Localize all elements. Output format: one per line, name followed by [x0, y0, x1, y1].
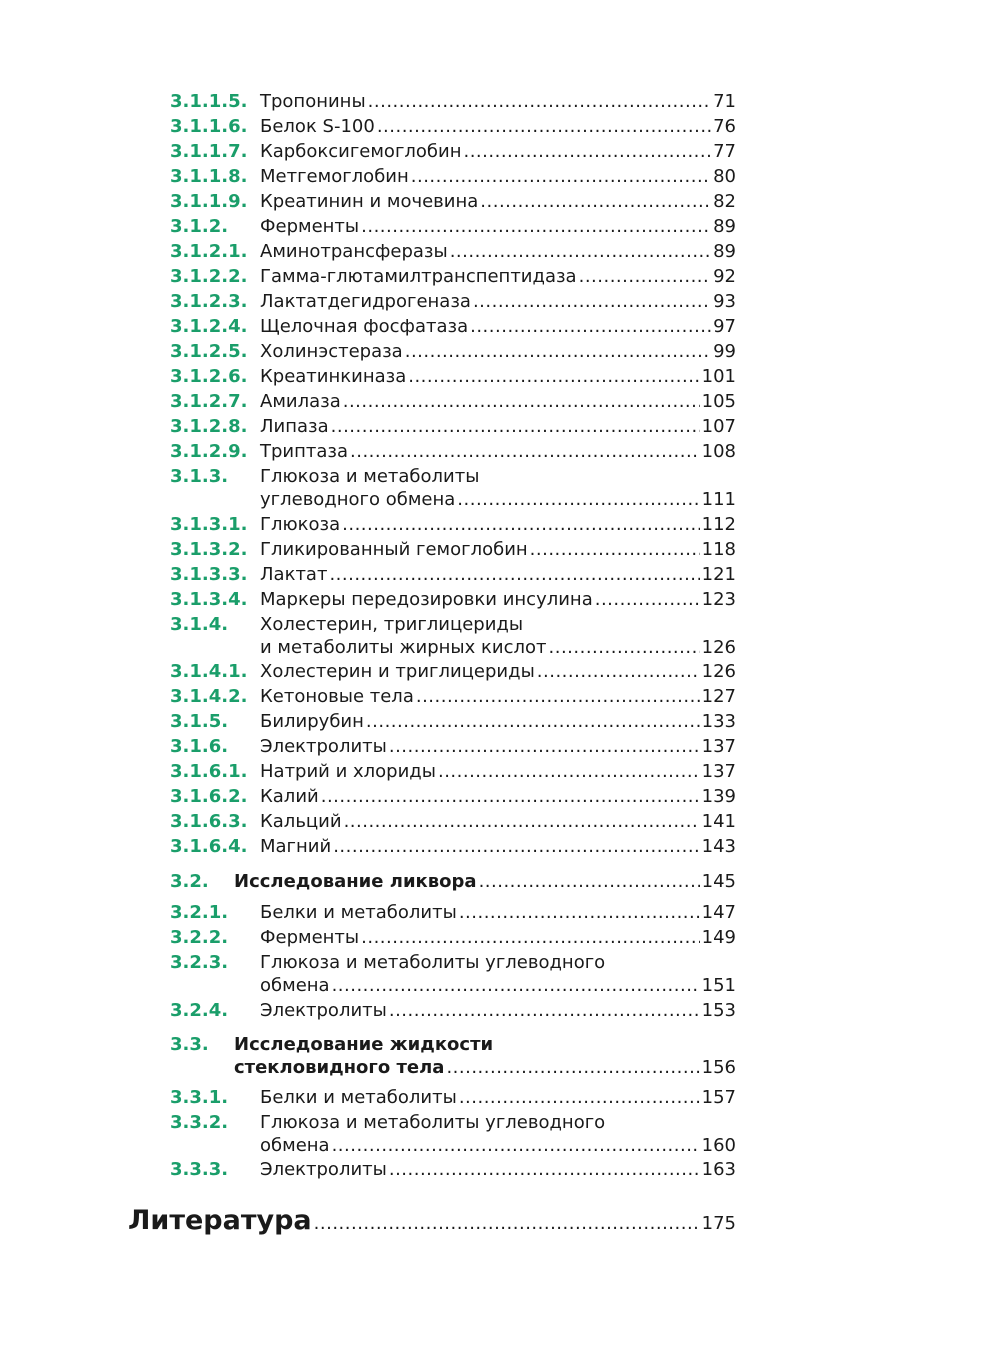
toc-entry-body [260, 340, 736, 363]
toc-entry-page: 76 [713, 116, 736, 137]
toc-entry-title-first-line: Глюкоза и метаболиты [260, 466, 480, 487]
toc-entry-body [260, 1111, 736, 1157]
toc-entry-page: 126 [701, 661, 736, 682]
toc-entry-page: 80 [713, 166, 736, 187]
dot-leader [314, 1213, 700, 1234]
toc-entry-number: 3.2.1. [170, 902, 229, 923]
toc-entry-body [260, 785, 736, 808]
toc-entry-title: Триптаза [260, 441, 349, 462]
toc-entry-title: Исследование ликвора [234, 871, 477, 892]
dot-leader [473, 290, 711, 313]
toc-entry-page: 137 [701, 736, 736, 757]
toc-entry-title: Белки и метаболиты [260, 1087, 457, 1108]
toc-entry-body [260, 465, 736, 511]
toc-entry-title: углеводного обмена [260, 489, 456, 510]
toc-entry-number: 3.1.1.9. [170, 191, 248, 212]
dot-leader [470, 315, 711, 338]
dot-leader [389, 1158, 700, 1181]
toc-entry-title: Аминотрансферазы [260, 241, 448, 262]
toc-entry-page: 149 [701, 927, 736, 948]
dot-leader [450, 240, 711, 263]
toc-entry-body [260, 115, 736, 138]
toc-entry-number: 3.1.4.2. [170, 686, 248, 707]
toc-entry-title: Холинэстераза [260, 341, 403, 362]
dot-leader [459, 901, 700, 924]
toc-entry-title: Электролиты [260, 1159, 387, 1180]
toc-entry-title: обмена [260, 1135, 330, 1156]
toc-entry-number: 3.1.4. [170, 614, 229, 635]
toc-entry-title: Карбоксигемоглобин [260, 141, 462, 162]
toc-entry-page: 82 [713, 191, 736, 212]
toc-entry-title: Холестерин и триглицериды [260, 661, 535, 682]
toc-entry-body [260, 901, 736, 924]
toc-entry-body [260, 240, 736, 263]
toc-entry-body [260, 440, 736, 463]
dot-leader [361, 215, 711, 238]
toc-entry-page: 89 [713, 216, 736, 237]
dot-leader [530, 538, 700, 561]
toc-entry-body [260, 190, 736, 213]
toc-entry-number: 3.1.3.3. [170, 564, 248, 585]
toc-entry-number: 3.1.2. [170, 216, 229, 237]
toc-entry-body [260, 390, 736, 413]
toc-entry-page: 139 [701, 786, 736, 807]
toc-entry-number: 3.1.1.7. [170, 141, 248, 162]
toc-entry-title-first-line: Глюкоза и метаболиты углеводного [260, 1112, 606, 1133]
toc-entry-page: 137 [701, 761, 736, 782]
toc-entry-body [260, 685, 736, 708]
dot-leader [361, 926, 700, 949]
dot-leader [549, 636, 700, 659]
toc-entry-page: 107 [701, 416, 736, 437]
toc-entry-page: 97 [713, 316, 736, 337]
toc-entry-title-first-line: Исследование жидкости [234, 1034, 494, 1055]
dot-leader [537, 660, 700, 683]
toc-entry-body [260, 835, 736, 858]
toc-entry-body [260, 926, 736, 949]
dot-leader [331, 415, 700, 438]
dot-leader [344, 810, 700, 833]
toc-entry-title-first-line: Глюкоза и метаболиты углеводного [260, 952, 606, 973]
toc-entry-page: 101 [701, 366, 736, 387]
toc-entry-number: 3.2.2. [170, 927, 229, 948]
toc-entry-title: Кальций [260, 811, 342, 832]
toc-entry-title: Тропонины [260, 91, 366, 112]
dot-leader [479, 870, 700, 893]
toc-entry-body [260, 563, 736, 586]
toc-entry-number: 3.1.1.8. [170, 166, 248, 187]
toc-entry-number: 3.2.3. [170, 952, 229, 973]
dot-leader [342, 513, 700, 536]
toc-entry-title: Щелочная фосфатаза [260, 316, 469, 337]
toc-entry-title: Креатинин и мочевина [260, 191, 479, 212]
toc-entry-page: 77 [713, 141, 736, 162]
toc-entry-page: 126 [701, 637, 736, 658]
dot-leader [332, 974, 700, 997]
toc-entry-page: 112 [701, 514, 736, 535]
toc-entry-body [260, 613, 736, 659]
dot-leader [463, 140, 711, 163]
toc-entry-body [260, 265, 736, 288]
toc-entry-body [260, 999, 736, 1022]
toc-entry-body [260, 810, 736, 833]
toc-entry-page: 151 [701, 975, 736, 996]
toc-entry-title: Билирубин [260, 711, 364, 732]
toc-entry-number: 3.3.1. [170, 1087, 229, 1108]
toc-entry-body [260, 710, 736, 733]
dot-leader [368, 90, 711, 113]
toc-entry-page: 147 [701, 902, 736, 923]
toc-entry-number: 3.1.6.2. [170, 786, 248, 807]
toc-entry-page: 153 [701, 1000, 736, 1021]
toc-entry-body [260, 513, 736, 536]
toc-entry-title: Креатинкиназа [260, 366, 407, 387]
toc-entry-title: Магний [260, 836, 332, 857]
toc-entry-number: 3.1.3. [170, 466, 229, 487]
toc-entry-body [260, 365, 736, 388]
dot-leader [579, 265, 712, 288]
toc-entry-number: 3.1.2.7. [170, 391, 248, 412]
toc-entry-title: стекловидного тела [234, 1057, 445, 1078]
toc-entry-number: 3.1.3.1. [170, 514, 248, 535]
toc-entry-number: 3.3.3. [170, 1159, 229, 1180]
toc-entry-title: Натрий и хлориды [260, 761, 436, 782]
dot-leader [459, 1086, 700, 1109]
dot-leader [595, 588, 700, 611]
toc-entry-body [234, 870, 736, 893]
toc-entry-page: 108 [701, 441, 736, 462]
literature-entry[interactable] [128, 1205, 736, 1236]
dot-leader [389, 735, 700, 758]
toc-entry-title: Ферменты [260, 927, 360, 948]
toc-entry-page: 160 [701, 1135, 736, 1156]
toc-entry-body [260, 415, 736, 438]
toc-entry-title: Гамма-глютамилтранспептидаза [260, 266, 577, 287]
toc-entry-page: 133 [701, 711, 736, 732]
dot-leader [480, 190, 711, 213]
toc-entry-title: Метгемоглобин [260, 166, 409, 187]
toc-entry-number: 3.1.2.9. [170, 441, 248, 462]
toc-entry-body [260, 660, 736, 683]
toc-entry-title: Амилаза [260, 391, 341, 412]
toc-entry-body [260, 951, 736, 997]
toc-entry-page: 99 [713, 341, 736, 362]
toc-entry-page: 123 [701, 589, 736, 610]
toc-entry-page: 157 [701, 1087, 736, 1108]
dot-leader [321, 785, 700, 808]
toc-entry-title: Ферменты [260, 216, 360, 237]
toc-entry-number: 3.1.1.6. [170, 116, 248, 137]
dot-leader [343, 390, 700, 413]
toc-entry-body [260, 735, 736, 758]
toc-entry-title: Белок S-100 [260, 116, 375, 137]
toc-entry-number: 3.1.6. [170, 736, 229, 757]
toc-entry-title: Лактатдегидрогеназа [260, 291, 471, 312]
toc-entry-page: 127 [701, 686, 736, 707]
toc-entry-number: 3.1.6.3. [170, 811, 248, 832]
dot-leader [377, 115, 711, 138]
toc-entry-title: Белки и метаболиты [260, 902, 457, 923]
toc-entry-body [260, 90, 736, 113]
toc-entry-body [260, 588, 736, 611]
toc-entry-number: 3.1.4.1. [170, 661, 248, 682]
toc-entry-title: Электролиты [260, 1000, 387, 1021]
toc-entry-number: 3.1.2.1. [170, 241, 248, 262]
dot-leader [350, 440, 700, 463]
toc-entry-page: 145 [701, 871, 736, 892]
toc-entry-body [234, 1033, 736, 1079]
toc-entry-page: 141 [701, 811, 736, 832]
toc-entry-page: 89 [713, 241, 736, 262]
toc-entry-number: 3.1.2.8. [170, 416, 248, 437]
toc-entry-title: Кетоновые тела [260, 686, 414, 707]
toc-entry-body [260, 1158, 736, 1181]
dot-leader [405, 340, 711, 363]
dot-leader [416, 685, 700, 708]
toc-entry-body [260, 760, 736, 783]
toc-entry-number: 3.3.2. [170, 1112, 229, 1133]
toc-entry-page: 71 [713, 91, 736, 112]
toc-entry-page: 92 [713, 266, 736, 287]
toc-entry-title: Глюкоза [260, 514, 341, 535]
toc-entry-title: Лактат [260, 564, 328, 585]
literature-page: 175 [701, 1213, 736, 1234]
toc-entry-title: Калий [260, 786, 319, 807]
toc-entry-body [260, 315, 736, 338]
toc-entry-body [260, 1086, 736, 1109]
toc-entry-number: 3.1.2.5. [170, 341, 248, 362]
toc-entry-body [260, 215, 736, 238]
dot-leader [366, 710, 700, 733]
toc-entry-number: 3.1.2.2. [170, 266, 248, 287]
toc-entry-page: 156 [701, 1057, 736, 1078]
toc-entry-body [260, 538, 736, 561]
dot-leader [329, 563, 699, 586]
toc-entry-title: Липаза [260, 416, 329, 437]
dot-leader [332, 1134, 700, 1157]
dot-leader [333, 835, 699, 858]
toc-entry-page: 93 [713, 291, 736, 312]
toc-entry-body [260, 165, 736, 188]
toc-entry-page: 105 [701, 391, 736, 412]
toc-entry-number: 3.1.6.4. [170, 836, 248, 857]
toc-entry-number: 3.1.3.4. [170, 589, 248, 610]
toc-entry-page: 163 [701, 1159, 736, 1180]
dot-leader [408, 365, 699, 388]
toc-entry-number: 3.3. [170, 1034, 209, 1055]
toc-entry-title: Электролиты [260, 736, 387, 757]
toc-entry-number: 3.1.2.3. [170, 291, 248, 312]
toc-entry-number: 3.1.2.6. [170, 366, 248, 387]
toc-entry-title-first-line: Холестерин, триглицериды [260, 614, 524, 635]
toc-entry-number: 3.2.4. [170, 1000, 229, 1021]
dot-leader [389, 999, 700, 1022]
toc-entry-title: и метаболиты жирных кислот [260, 637, 547, 658]
literature-title: Литература [128, 1205, 312, 1236]
toc-entry-title: Гликированный гемоглобин [260, 539, 528, 560]
toc-entry-number: 3.1.5. [170, 711, 229, 732]
toc-entry-title: Маркеры передозировки инсулина [260, 589, 593, 610]
toc-entry-page: 121 [701, 564, 736, 585]
toc-entry-body [260, 140, 736, 163]
dot-leader [457, 488, 699, 511]
dot-leader [438, 760, 700, 783]
toc-entry-number: 3.1.1.5. [170, 91, 248, 112]
toc-entry-title: обмена [260, 975, 330, 996]
toc-entry-body [260, 290, 736, 313]
toc-entry-number: 3.1.3.2. [170, 539, 248, 560]
toc-entry-number: 3.1.2.4. [170, 316, 248, 337]
toc-entry-page: 111 [701, 489, 736, 510]
toc-entry-number: 3.1.6.1. [170, 761, 248, 782]
toc-entry-page: 143 [701, 836, 736, 857]
toc-entry-page: 118 [701, 539, 736, 560]
dot-leader [446, 1056, 699, 1079]
dot-leader [411, 165, 711, 188]
toc-entry-number: 3.2. [170, 871, 209, 892]
